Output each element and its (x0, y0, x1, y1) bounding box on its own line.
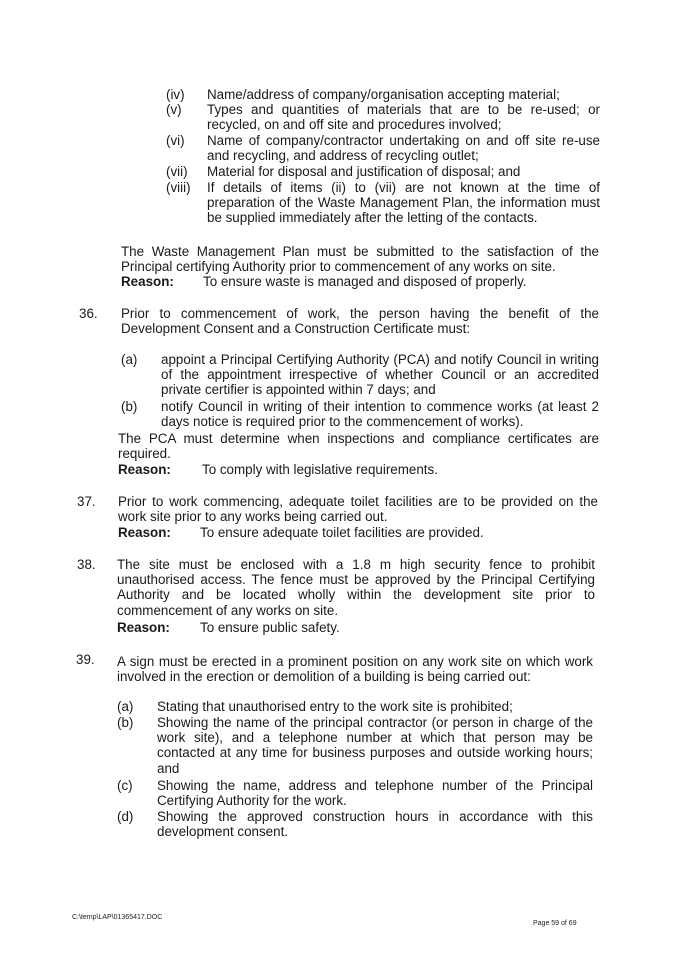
list-marker: (iv) (166, 87, 185, 102)
reason-label: Reason: (121, 274, 174, 289)
condition-37-text: Prior to work commencing, adequate toilet facilities are to be provided on the work site prior to any works being carried out. (118, 494, 598, 525)
waste-plan-reason (121, 274, 599, 289)
list-text: Name/address of company/organisation accepting material; (207, 87, 560, 102)
list-text: Material for disposal and justification of disposal; and (207, 164, 521, 179)
list-text: Showing the name of the principal contractor (or person in charge of the work site), and a telephone number at which that person may be contacted at any time for business purposes and outside working hours; and (157, 715, 593, 776)
list-marker: (a) (117, 699, 134, 714)
list-text: Types and quantities of materials that are to be re-used; or recycled, on and off site and procedures involved; (207, 102, 600, 133)
list-marker: (vi) (166, 133, 185, 148)
reason-text: To ensure adequate toilet facilities are provided. (200, 525, 484, 540)
condition-37-reason (118, 525, 598, 540)
list-marker: (v) (166, 102, 182, 117)
condition-36-reason (118, 462, 599, 477)
list-item-v (166, 102, 600, 132)
list-item-viii (166, 180, 600, 226)
condition-38-number: 38. (77, 557, 96, 572)
list-text: Showing the approved construction hours in accordance with this development consent. (157, 809, 593, 840)
list-text: Stating that unauthorised entry to the work site is prohibited; (157, 699, 513, 714)
list-marker: (vii) (166, 164, 188, 179)
condition-38-text: The site must be enclosed with a 1.8 m high security fence to prohibit unauthorised access. The fence must be approved by the Principal Certifying Authority and be located wholly within the development site prior to commencement of any works on site. (117, 557, 595, 618)
condition-36-intro: Prior to commencement of work, the person having the benefit of the Development Consent and a Construction Certificate must: (121, 306, 599, 337)
condition-39-number: 39. (76, 652, 95, 667)
list-marker: (a) (121, 352, 138, 367)
list-text: Showing the name, address and telephone number of the Principal Certifying Authority for the work. (157, 778, 593, 809)
condition-36-after: The PCA must determine when inspections and compliance certificates are required. (118, 431, 599, 462)
reason-text: To comply with legislative requirements. (202, 462, 438, 477)
list-text: appoint a Principal Certifying Authority (PCA) and notify Council in writing of the appointment irrespective of whether Council or an accredited private certifier is appointed within 7 days; and (161, 352, 599, 398)
list-marker: (viii) (166, 180, 191, 195)
list-text: If details of items (ii) to (vii) are not known at the time of preparation of the Waste Management Plan, the information must be supplied immediately after the letting of the contacts. (207, 180, 600, 226)
list-marker: (d) (117, 809, 134, 824)
list-marker: (b) (121, 399, 138, 414)
condition-39-intro: A sign must be erected in a prominent position on any work site on which work involved in the erection or demolition of a building is being carried out: (117, 654, 593, 685)
reason-label: Reason: (117, 620, 170, 635)
list-marker: (b) (117, 715, 134, 730)
condition-39-item-b (117, 715, 593, 776)
footer-page-number: Page 59 of 69 (533, 920, 577, 927)
reason-label: Reason: (118, 525, 171, 540)
list-item-vi (166, 133, 600, 163)
condition-37-number: 37. (77, 494, 96, 509)
reason-text: To ensure public safety. (200, 620, 340, 635)
condition-38-reason (117, 620, 595, 635)
reason-label: Reason: (118, 462, 171, 477)
footer-file-path: C:\temp\LAP\01365417.DOC (72, 914, 163, 921)
condition-36-item-a (121, 352, 599, 398)
condition-36-item-b (121, 399, 599, 429)
list-marker: (c) (117, 778, 133, 793)
condition-39-item-d (117, 809, 593, 839)
reason-text: To ensure waste is managed and disposed of properly. (203, 274, 527, 289)
condition-39-item-c (117, 778, 593, 808)
list-item-vii (166, 164, 600, 179)
condition-39-item-a (117, 699, 593, 714)
list-item-iv (166, 87, 600, 102)
waste-plan-text: The Waste Management Plan must be submitted to the satisfaction of the Principal certifying Authority prior to commencement of any works on site. (121, 244, 599, 275)
list-text: notify Council in writing of their intention to commence works (at least 2 days notice is required prior to the commencement of works). (161, 399, 599, 430)
condition-36-number: 36. (79, 306, 98, 321)
list-text: Name of company/contractor undertaking on and off site re-use and recycling, and address of recycling outlet; (207, 133, 600, 164)
